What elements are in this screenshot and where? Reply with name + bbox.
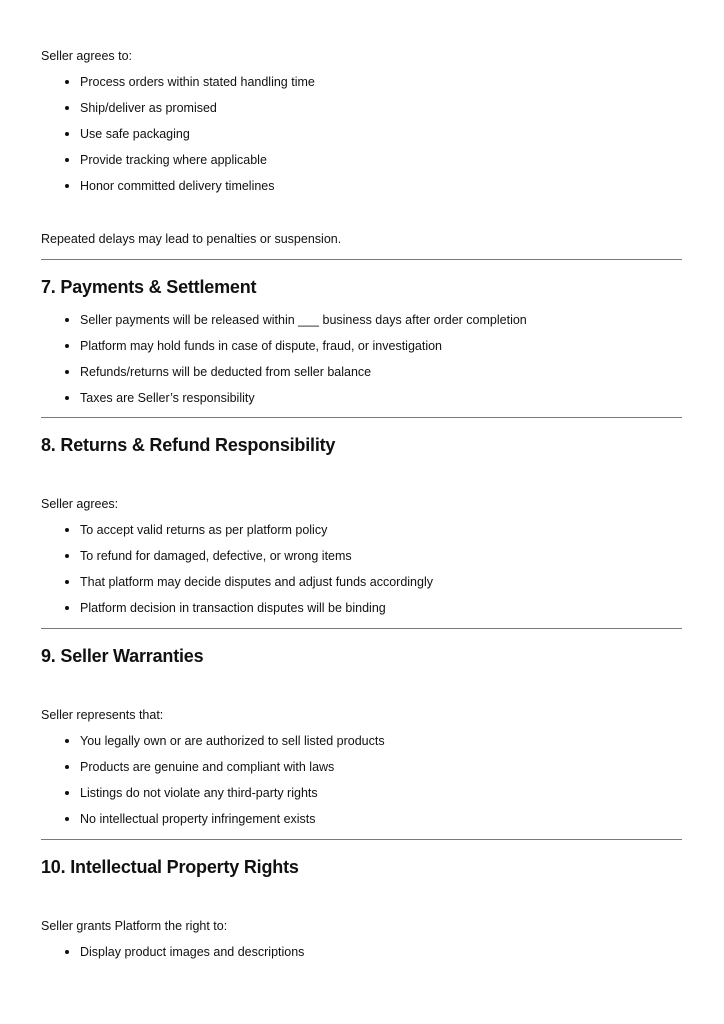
list-item: Refunds/returns will be deducted from seller balance [80, 365, 372, 379]
list-item: Honor committed delivery timelines [80, 179, 275, 193]
list-item: Display product images and descriptions [80, 945, 305, 959]
list-item: To refund for damaged, defective, or wrong items [80, 549, 352, 563]
intro-lead: Seller agrees to: [41, 49, 133, 63]
list-item: Products are genuine and compliant with laws [80, 760, 335, 774]
list-item: Platform may hold funds in case of dispute, fraud, or investigation [80, 339, 442, 353]
intro-footer: Repeated delays may lead to penalties or suspension. [41, 232, 342, 246]
section-divider [41, 417, 682, 418]
section-10-heading: 10. Intellectual Property Rights [41, 857, 299, 877]
list-item: Process orders within stated handling time [80, 75, 315, 89]
section-8-lead: Seller agrees: [41, 497, 119, 511]
list-item: That platform may decide disputes and adjust funds accordingly [80, 575, 433, 589]
section-9-heading: 9. Seller Warranties [41, 646, 204, 666]
list-item: Listings do not violate any third-party rights [80, 786, 318, 800]
section-divider [41, 259, 682, 260]
list-item: Taxes are Seller’s responsibility [80, 391, 255, 405]
section-8-heading: 8. Returns & Refund Responsibility [41, 435, 336, 455]
list-item: To accept valid returns as per platform policy [80, 523, 328, 537]
list-item: No intellectual property infringement exists [80, 812, 316, 826]
section-7-heading: 7. Payments & Settlement [41, 277, 257, 297]
section-divider [41, 628, 682, 629]
list-item: You legally own or are authorized to sell listed products [80, 734, 385, 748]
list-item: Provide tracking where applicable [80, 153, 267, 167]
list-item: Platform decision in transaction disputes will be binding [80, 601, 386, 615]
list-item: Ship/deliver as promised [80, 101, 217, 115]
list-item: Use safe packaging [80, 127, 190, 141]
section-9-lead: Seller represents that: [41, 708, 164, 722]
list-item: Seller payments will be released within ___ business days after order completion [80, 313, 527, 327]
section-divider [41, 839, 682, 840]
section-10-lead: Seller grants Platform the right to: [41, 919, 228, 933]
